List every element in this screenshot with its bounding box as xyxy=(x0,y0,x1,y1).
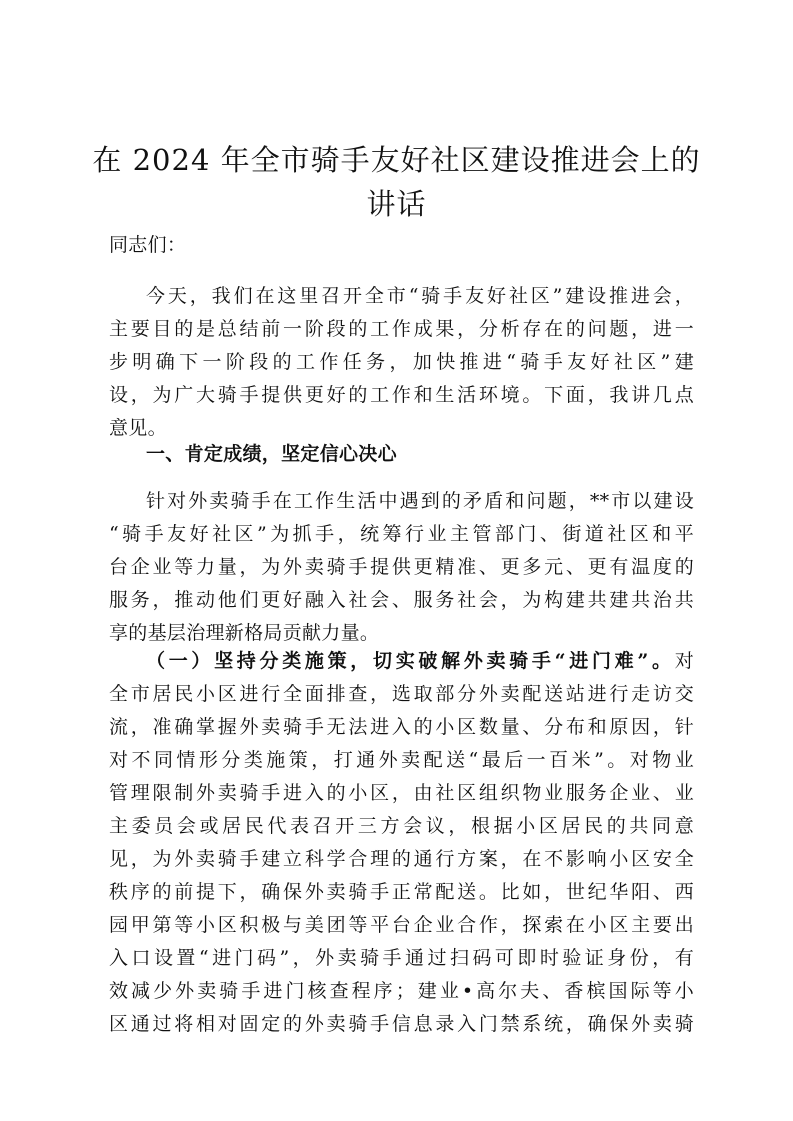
para3-line-2: 全市居民小区进行全面排查，选取部分外卖配送站进行走访交 xyxy=(109,683,694,705)
para2-line-3: 台企业等力量，为外卖骑手提供更精准、更多元、更有温度的 xyxy=(109,556,694,578)
para3-line-9: 园甲第等小区积极与美团等平台企业合作，探索在小区主要出 xyxy=(109,914,694,936)
para1-line-3: 步明确下一阶段的工作任务，加快推进“骑手友好社区”建 xyxy=(109,351,694,373)
para1-line-2: 主要目的是总结前一阶段的工作成果，分析存在的问题，进一 xyxy=(109,318,694,340)
para3-line-11: 效减少外卖骑手进门核查程序；建业•高尔夫、香槟国际等小 xyxy=(109,980,694,1002)
para3-line-5: 管理限制外卖骑手进入的小区，由社区组织物业服务企业、业 xyxy=(109,782,694,804)
para2-line-5: 享的基层治理新格局贡献力量。 xyxy=(109,622,380,644)
para1-line-1: 今天，我们在这里召开全市“骑手友好社区”建设推进会， xyxy=(146,285,694,307)
para1-line-5: 意见。 xyxy=(109,417,167,439)
para3-line-12: 区通过将相对固定的外卖骑手信息录入门禁系统，确保外卖骑 xyxy=(109,1013,694,1035)
para3-line-10: 入口设置“进门码”，外卖骑手通过扫码可即时验证身份，有 xyxy=(109,947,694,969)
section-heading-1: 一、肯定成绩，坚定信心决心 xyxy=(146,443,397,465)
salutation: 同志们： xyxy=(109,234,187,256)
para3-line-4: 对不同情形分类施策，打通外卖配送“最后一百米”。对物业 xyxy=(109,749,694,771)
para3-line-1-rest: 对 xyxy=(674,650,694,672)
para3-line-1 xyxy=(146,648,694,674)
para2-line-2: “骑手友好社区”为抓手，统筹行业主管部门、街道社区和平 xyxy=(109,523,694,545)
document-title-line-2: 讲话 xyxy=(366,187,427,221)
para3-line-6: 主委员会或居民代表召开三方会议，根据小区居民的共同意 xyxy=(109,815,694,837)
para2-line-4: 服务，推动他们更好融入社会、服务社会，为构建共建共治共 xyxy=(109,589,694,611)
para3-line-3: 流，准确掌握外卖骑手无法进入的小区数量、分布和原因，针 xyxy=(109,716,694,738)
para3-line-7: 见，为外卖骑手建立科学合理的通行方案，在不影响小区安全 xyxy=(109,848,694,870)
para2-line-1: 针对外卖骑手在工作生活中遇到的矛盾和问题，**市以建设 xyxy=(146,490,694,512)
document-title-line-1: 在 2024 年全市骑手友好社区建设推进会上的 xyxy=(92,143,701,177)
subsection-heading-1: （一）坚持分类施策，切实破解外卖骑手“进门难”。 xyxy=(146,650,675,672)
para3-line-8: 秩序的前提下，确保外卖骑手正常配送。比如，世纪华阳、西 xyxy=(109,881,694,903)
para1-line-4: 设，为广大骑手提供更好的工作和生活环境。下面，我讲几点 xyxy=(109,384,694,406)
